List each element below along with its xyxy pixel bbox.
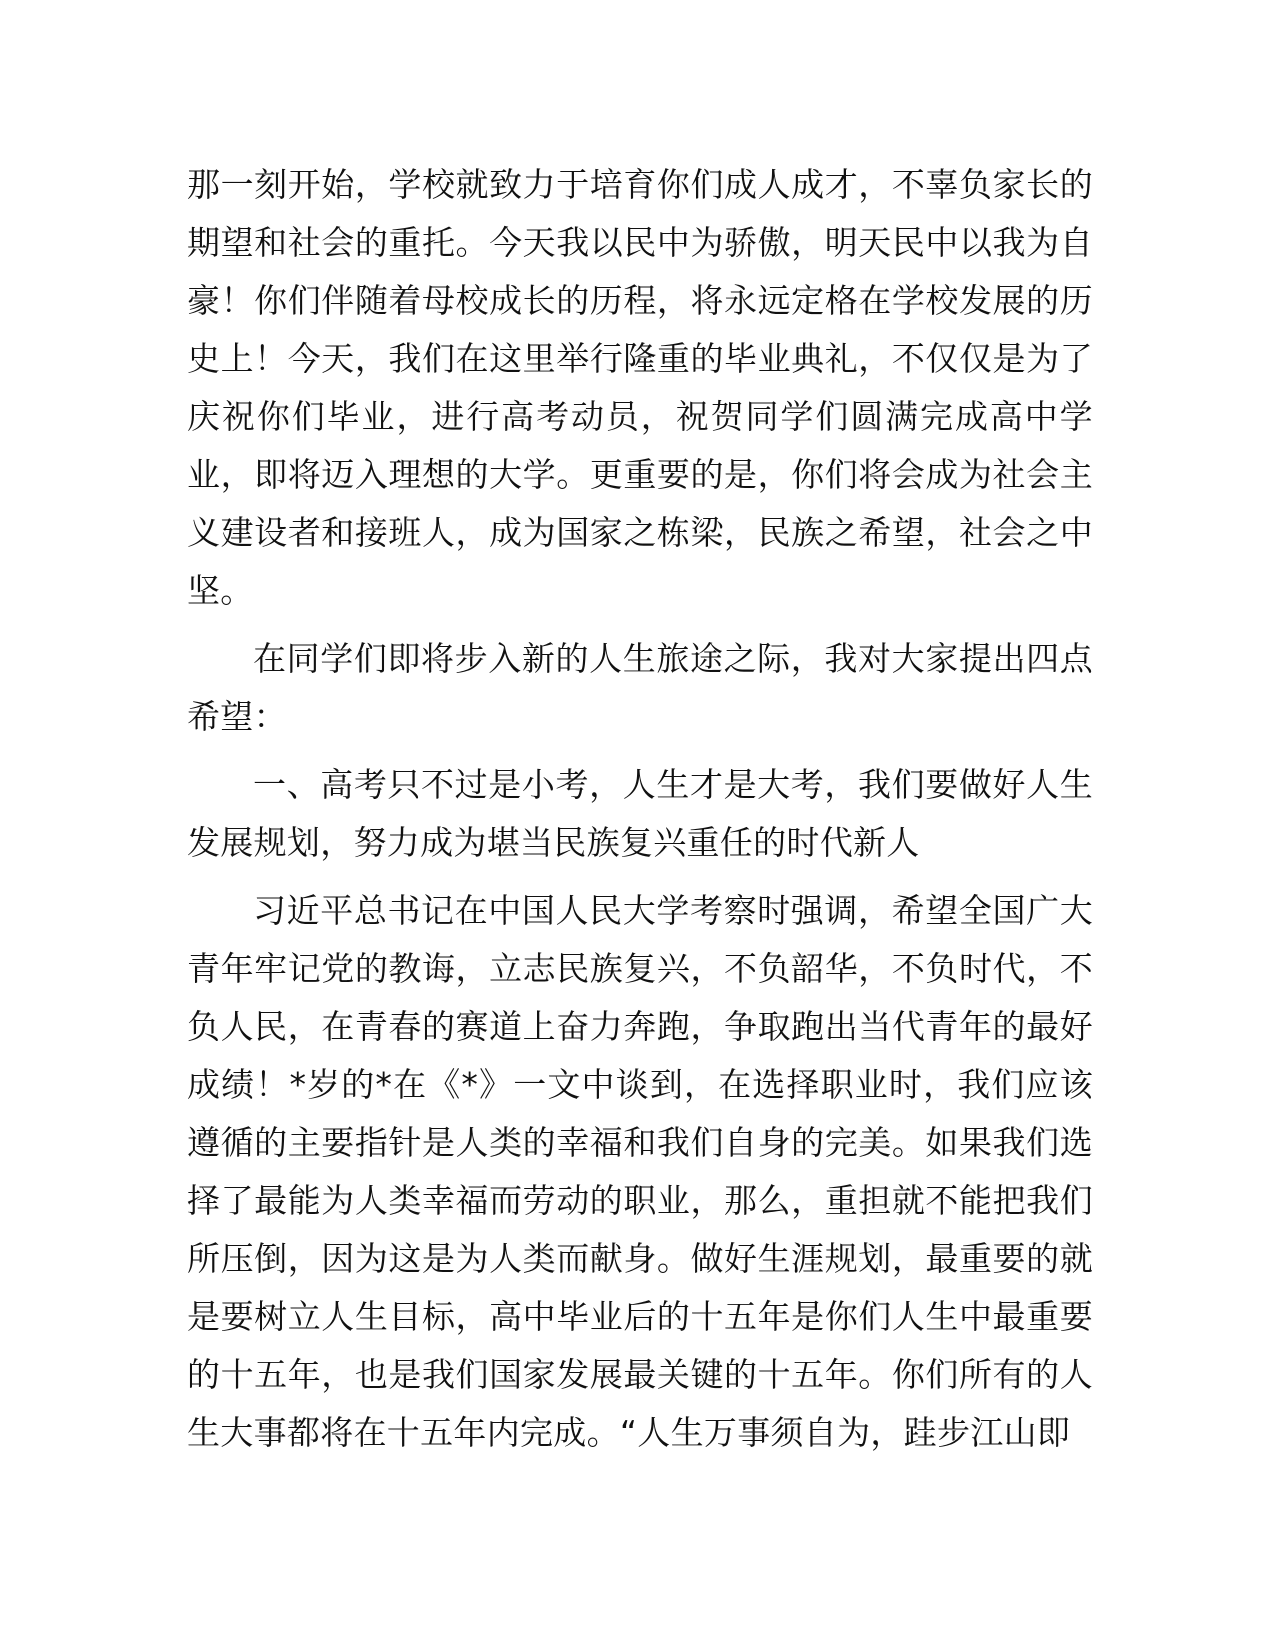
paragraph-continuation: 那一刻开始，学校就致力于培育你们成人成才，不辜负家长的期望和社会的重托。今天我以民中为骄傲，明天民中以我为自豪！你们伴随着母校成长的历程，将永远定格在学校发展的历史上！今天，我们在这里举行隆重的毕业典礼，不仅仅是为了庆祝你们毕业，进行高考动员，祝贺同学们圆满完成高中学业，即将迈入理想的大学。更重要的是，你们将会成为社会主义建设者和接班人，成为国家之栋梁，民族之希望，社会之中坚。	[187, 165, 1093, 610]
paragraph-hopes-intro: 在同学们即将步入新的人生旅途之际，我对大家提出四点希望：	[187, 639, 1093, 736]
paragraph-body: 习近平总书记在中国人民大学考察时强调，希望全国广大青年牢记党的教诲，立志民族复兴，不负韶华，不负时代，不负人民，在青春的赛道上奋力奔跑，争取跑出当代青年的最好成绩！*岁的*在《*》一文中谈到，在选择职业时，我们应该遵循的主要指针是人类的幸福和我们自身的完美。如果我们选择了最能为人类幸福而劳动的职业，那么，重担就不能把我们所压倒，因为这是为人类而献身。做好生涯规划，最重要的就是要树立人生目标，高中毕业后的十五年是你们人生中最重要的十五年，也是我们国家发展最关键的十五年。你们所有的人生大事都将在十五年内完成。“人生万事须自为，跬步江山即	[187, 891, 1093, 1452]
document-body	[187, 156, 1093, 1472]
paragraph-heading-one: 一、高考只不过是小考，人生才是大考，我们要做好人生发展规划，努力成为堪当民族复兴重任的时代新人	[187, 765, 1093, 862]
